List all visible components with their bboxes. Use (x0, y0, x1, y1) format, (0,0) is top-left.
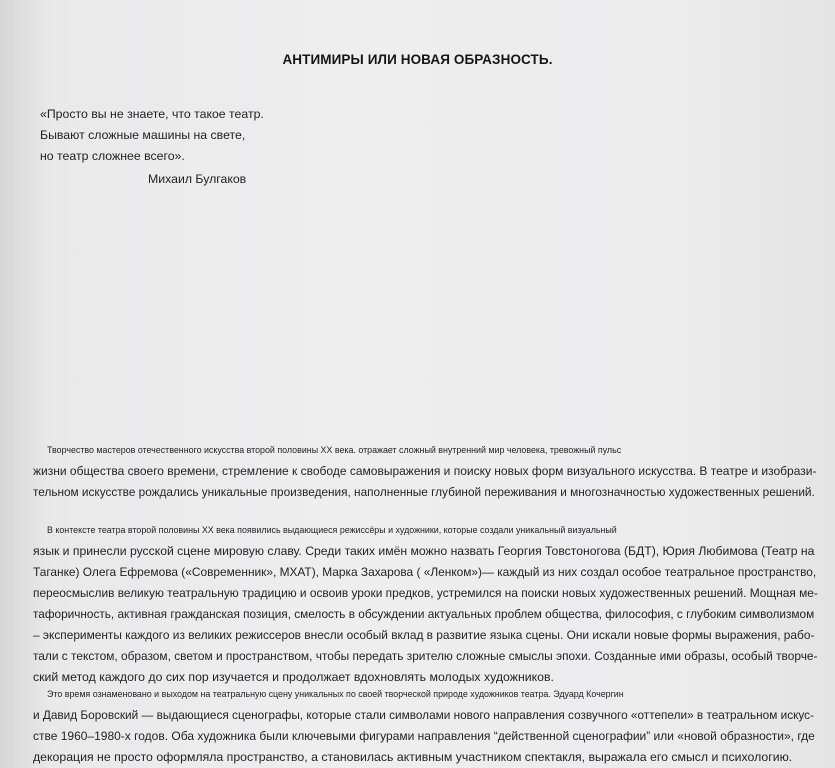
paragraph-line: – эксперименты каждого из великих режиссеров внесли особый вклад в развитие языка сцены. Они искали новые формы выражения, рабо- (33, 628, 815, 642)
paragraph-line: стве 1960–1980-х годов. Оба художника были ключевыми фигурами направления “действенной сценографии” или «новой образности», где (33, 729, 815, 743)
epigraph-line: но театр сложнее всего». (40, 149, 185, 163)
epigraph (40, 104, 300, 190)
paragraph-line: язык и принесли русской сцене мировую славу. Среди таких имён можно назвать Георгия Товстоногова (БДТ), Юрия Любимова (Театр на (33, 544, 815, 558)
paragraph-line: тафоричность, активная гражданская позиция, смелость в обсуждении актуальных проблем общества, философия, с глубоким символизмом (33, 607, 815, 621)
paragraph-line: и Давид Боровский — выдающиеся сценографы, которые стали символами нового направления созвучного «оттепели» в театральном искус- (33, 708, 814, 722)
paragraph-line: Творчество мастеров отечественного искусства второй половины XX века. отражает сложный внутренний мир человека, тревожный пульс (47, 445, 622, 455)
epigraph-line: «Просто вы не знаете, что такое театр. (40, 107, 264, 121)
paragraph-line: тельном искусстве рождались уникальные произведения, наполненные глубиной переживания и многозначностью художественных решений. (33, 485, 815, 499)
paragraph-1 (33, 440, 818, 503)
page-title: АНТИМИРЫ ИЛИ НОВАЯ ОБРАЗНОСТЬ. (282, 52, 553, 67)
paragraph-line: В контексте театра второй половины XX века появились выдающиеся режиссёры и художники, которые создали уникальный визуальный (47, 525, 617, 535)
paragraph-line: декорация не просто оформляла пространство, а становилась активным участником спектакля, выражала его смысл и психологию. (33, 750, 793, 764)
paragraph-line: Таганке) Олега Ефремова («Современник», МХАТ), Марка Захарова ( «Ленком»)— каждый из них создал особое театральное пространство, (33, 565, 817, 579)
paragraph-line: переосмыслив великую театральную традицию и освоив уроки предков, устремился на поиски новых художественных решений. Мощная ме- (33, 586, 818, 600)
epigraph-line: Бывают сложные машины на свете, (40, 128, 246, 142)
paragraph-3 (33, 684, 818, 768)
paragraph-line: ский метод каждого до сих пор изучается и продолжает вдохновлять молодых художников. (33, 670, 554, 684)
paragraph-line: тали с текстом, образом, светом и пространством, чтобы передать зрителю сложные смыслы эпохи. Созданные ими образы, особый творче- (33, 649, 818, 663)
paragraph-line: Это время ознаменовано и выходом на театральную сцену уникальных по своей творческой природе художников театра. Эдуард Кочергин (47, 689, 624, 699)
epigraph-author: Михаил Булгаков (148, 172, 247, 186)
paragraph-2 (33, 520, 818, 688)
paragraph-line: жизни общества своего времени, стремление к свободе самовыражения и поиску новых форм визуального искусства. В театре и изобрази- (33, 464, 817, 478)
